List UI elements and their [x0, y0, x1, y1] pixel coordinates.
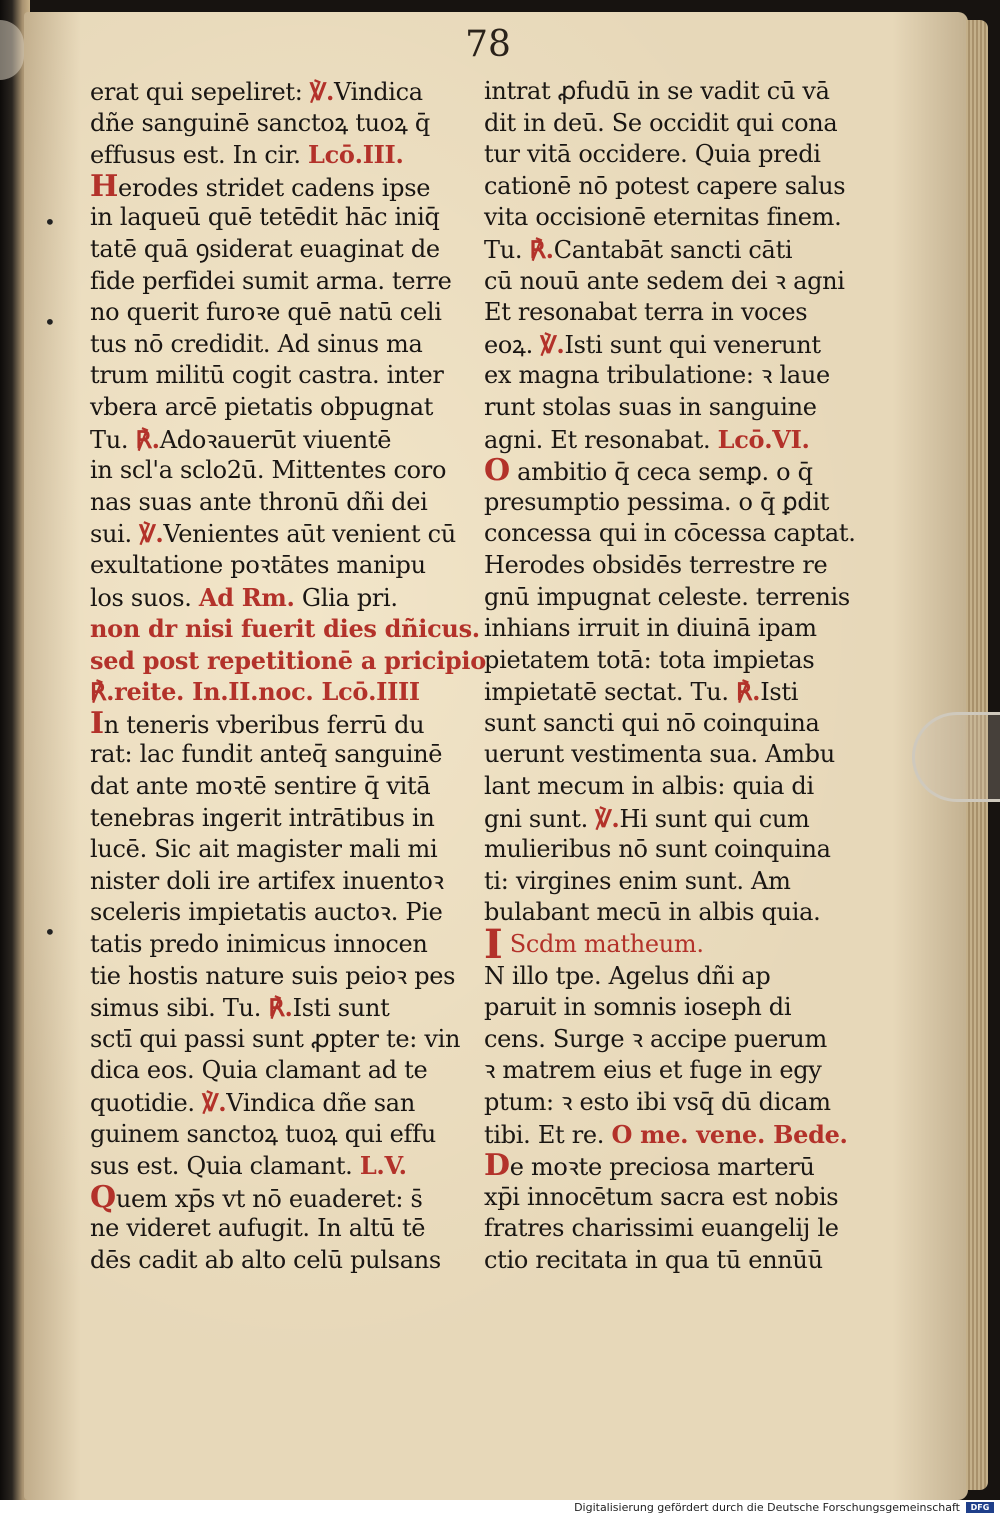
- footer-bar: [0, 1500, 1000, 1515]
- text-line: [90, 424, 470, 456]
- text-line: [484, 234, 860, 266]
- body-text: fratres charissimi euangelij le: [484, 1214, 839, 1243]
- body-text: nas suas ante thronū dñi dei: [90, 487, 428, 516]
- rubric-text: L.V.: [359, 1151, 407, 1181]
- text-line: [484, 329, 860, 361]
- body-text: N illo tpe. Agelus dñi ap: [484, 961, 771, 990]
- body-text: no querit furoꝛe quē natū celi: [90, 298, 442, 327]
- dfg-logo: DFG: [966, 1502, 994, 1513]
- body-text: uerunt vestimenta sua. Ambu: [484, 740, 835, 769]
- text-line: [484, 487, 860, 519]
- body-text: Vindica: [334, 78, 423, 106]
- body-text: erodes stridet cadens ipse: [118, 173, 431, 202]
- text-line: [90, 392, 470, 424]
- text-line: [90, 168, 470, 204]
- text-line: [484, 1213, 860, 1245]
- body-text: Adoꝛauerūt viuentē: [159, 425, 392, 454]
- body-text: Et resonabat terra in voces: [484, 298, 808, 327]
- body-text: exultatione poꝛtātes manipu: [90, 550, 426, 579]
- body-text: rat: lac fundit anteq̄ sanguinē: [90, 740, 443, 769]
- body-text: dat ante moꝛtē sentire q̄ vitā: [90, 772, 431, 801]
- body-text: runt stolas suas in sanguine: [484, 392, 817, 421]
- body-text: effusus est. In cir.: [90, 141, 309, 170]
- body-text: quotidie.: [90, 1089, 203, 1117]
- body-text: ex magna tribulatione: ꝛ laue: [484, 361, 830, 390]
- body-text: los suos.: [90, 583, 199, 612]
- body-text: tibi. Et re.: [484, 1120, 612, 1149]
- rubric-text: ℣.: [139, 519, 164, 549]
- text-line: [484, 676, 860, 708]
- body-text: tatē quā ꝯsiderat euaginat de: [90, 234, 440, 263]
- rubric-text: non dr nisi fuerit dies dñicus.: [90, 614, 480, 644]
- text-line: [90, 108, 470, 140]
- rubric-text: Ad Rm.: [198, 582, 295, 612]
- body-text: lant mecum in albis: quia di: [484, 772, 814, 801]
- body-text: bulabant mecū in albis quia.: [484, 898, 821, 927]
- text-line: [90, 487, 470, 519]
- rubric-text: D: [484, 1148, 510, 1184]
- text-line: [90, 518, 470, 550]
- text-line: [90, 866, 470, 898]
- text-line: [90, 550, 470, 582]
- body-text: dñe sanguinē sanctoꝝ tuoꝝ q̄: [90, 108, 430, 137]
- text-line: [484, 739, 860, 771]
- body-text: Isti: [760, 678, 799, 707]
- rubric-text: Lcō.VI.: [717, 424, 810, 454]
- rubric-text: Lcō.III.: [308, 140, 404, 170]
- body-text: e moꝛte preciosa marterū: [509, 1153, 815, 1182]
- body-text: erat qui sepeliret:: [90, 78, 310, 106]
- body-text: cū nouū ante sedem dei ꝛ agni: [484, 266, 845, 295]
- margin-dot: •: [44, 310, 56, 334]
- body-text: Vindica dñe san: [226, 1089, 415, 1117]
- body-text: tus nō credidit. Ad sinus ma: [90, 329, 423, 358]
- text-line: [484, 424, 860, 456]
- rubric-text: ℣.: [540, 329, 565, 359]
- text-line: [484, 139, 860, 171]
- body-text: n teneris vberibus ferrū du: [103, 710, 425, 739]
- text-line: [484, 202, 860, 234]
- text-line: [90, 329, 470, 361]
- text-line: [484, 297, 860, 329]
- body-text: sui.: [90, 520, 140, 549]
- margin-dot: •: [44, 920, 56, 944]
- rubric-text: Q: [90, 1179, 116, 1215]
- right-text-column: [484, 76, 860, 1277]
- body-text: Glia pri.: [294, 583, 398, 612]
- text-line: [90, 234, 470, 266]
- text-line: [484, 518, 860, 550]
- text-line: [484, 921, 860, 969]
- body-text: ti: virgines enim sunt. Am: [484, 866, 791, 895]
- text-line: [90, 705, 470, 741]
- text-line: [90, 455, 470, 487]
- rubric-text: ℟.reite. In.II.noc. Lcō.IIII: [90, 677, 420, 707]
- rubric-text: O me. vene. Bede.: [611, 1119, 848, 1149]
- rubric-text: I: [90, 705, 104, 741]
- text-line: [484, 76, 860, 108]
- text-line: [484, 708, 860, 740]
- text-line: [90, 297, 470, 329]
- text-line: [90, 645, 486, 677]
- text-line: [484, 392, 860, 424]
- body-text: gni sunt.: [484, 804, 596, 833]
- body-text: Tu.: [90, 425, 136, 454]
- binding-thread: [0, 20, 24, 80]
- body-text: ambitio q̄ ceca semꝑ. o q̄: [509, 458, 813, 487]
- text-line: [90, 803, 470, 835]
- rubric-text: ℣.: [202, 1088, 227, 1117]
- left-text-column: [90, 76, 486, 1277]
- funding-notice: Digitalisierung gefördert durch die Deutsche Forschungsgemeinschaft: [574, 1501, 960, 1514]
- body-text: Isti sunt qui venerunt: [564, 330, 821, 359]
- body-text: nister doli ire artifex inuentoꝛ: [90, 866, 444, 895]
- rubric-text: ℣.: [309, 77, 335, 106]
- text-line: [484, 1182, 860, 1214]
- body-text: guinem sanctoꝝ tuoꝝ qui effu: [90, 1119, 436, 1148]
- text-line: [484, 834, 860, 866]
- text-line: [90, 582, 470, 614]
- text-line: [90, 1024, 470, 1056]
- page-number: 78: [465, 24, 511, 65]
- body-text: presumptio pessima. o q̄ ꝑdit: [484, 487, 830, 516]
- text-line: [90, 1087, 470, 1119]
- body-text: sctī qui passi sunt ꝓpter te: vin: [90, 1024, 461, 1053]
- body-text: sunt sancti qui nō coinquina: [484, 708, 820, 737]
- rubric-text: O: [484, 453, 510, 489]
- rubric-text: ℟.: [268, 993, 293, 1023]
- book-clasp: [912, 712, 1000, 802]
- body-text: tie hostis nature suis peioꝛ pes: [90, 961, 456, 990]
- text-line: [484, 1055, 860, 1087]
- text-line: [484, 613, 860, 645]
- body-text: Cantabāt sancti cāti: [553, 235, 793, 264]
- text-line: [90, 739, 470, 771]
- text-line: [90, 613, 480, 645]
- text-line: [90, 834, 470, 866]
- body-text: dica eos. Quia clamant ad te: [90, 1056, 428, 1085]
- rubric-text: I: [484, 921, 503, 969]
- text-line: [90, 771, 470, 803]
- body-text: agni. Et resonabat.: [484, 425, 718, 454]
- body-text: ctio recitata in qua tū ennūū: [484, 1245, 823, 1274]
- rubric-text: ℣.: [595, 803, 620, 833]
- body-text: concessa qui in cōcessa captat.: [484, 519, 856, 548]
- rubric-text: ℟.: [135, 424, 160, 454]
- text-line: [90, 1119, 470, 1151]
- rubric-text: H: [90, 168, 119, 204]
- text-line: [90, 202, 470, 234]
- rubric-text: ℟.: [529, 234, 554, 264]
- body-text: simus sibi. Tu.: [90, 994, 269, 1023]
- body-text: tatis predo inimicus innocen: [90, 930, 428, 959]
- text-line: [90, 929, 470, 961]
- text-line: [90, 139, 470, 171]
- text-line: [484, 1024, 860, 1056]
- body-text: xp̄i innocētum sacra est nobis: [484, 1182, 839, 1211]
- margin-marks: [34, 100, 74, 1200]
- body-text: lucē. Sic ait magister mali mi: [90, 835, 438, 864]
- body-text: cationē nō potest capere salus: [484, 171, 846, 200]
- text-line: [90, 1055, 470, 1087]
- rubric-text: sed post repetitionē a pricipio: [90, 645, 486, 675]
- text-line: [484, 771, 860, 803]
- text-line: [90, 897, 470, 929]
- text-line: [90, 676, 470, 708]
- body-text: vbera arcē pietatis obpugnat: [90, 392, 434, 421]
- body-text: eoꝝ.: [484, 330, 541, 359]
- body-text: mulieribus nō sunt coinquina: [484, 835, 831, 864]
- rubric-text: Scdm matheum.: [502, 930, 704, 959]
- body-text: tur vitā occidere. Quia predi: [484, 140, 821, 169]
- body-text: Venientes aūt venient cū: [163, 520, 456, 549]
- text-line: [484, 455, 860, 487]
- text-line: [90, 992, 470, 1024]
- body-text: ꝛ matrem eius et fuge in egy: [484, 1056, 822, 1085]
- margin-dot: •: [44, 210, 56, 234]
- text-line: [484, 582, 860, 614]
- text-line: [484, 360, 860, 392]
- body-text: gnū impugnat celeste. terrenis: [484, 582, 850, 611]
- text-line: [484, 1087, 860, 1119]
- body-text: Tu.: [484, 235, 530, 264]
- text-line: [484, 992, 860, 1024]
- text-line: [90, 266, 470, 298]
- body-text: sceleris impietatis auctoꝛ. Pie: [90, 898, 443, 927]
- body-text: sus est. Quia clamant.: [90, 1152, 360, 1181]
- text-line: [484, 961, 860, 993]
- text-line: [90, 1150, 470, 1182]
- body-text: Hi sunt qui cum: [619, 804, 810, 833]
- text-line: [484, 1150, 860, 1182]
- body-text: uem xp̄s vt nō euaderet: s̄: [115, 1184, 423, 1213]
- text-line: [484, 171, 860, 203]
- body-text: trum militū cogit castra. inter: [90, 361, 444, 390]
- text-line: [484, 1245, 860, 1277]
- text-line: [90, 360, 470, 392]
- text-line: [90, 76, 470, 108]
- text-line: [90, 961, 470, 993]
- text-line: [484, 803, 860, 835]
- text-line: [90, 1179, 470, 1215]
- body-text: tenebras ingerit intrātibus in: [90, 803, 435, 832]
- body-text: ptum: ꝛ esto ibi vsq̄ dū dicam: [484, 1088, 831, 1116]
- text-line: [484, 266, 860, 298]
- body-text: pietatem totā: tota impietas: [484, 645, 815, 674]
- text-line: [484, 897, 860, 929]
- text-line: [484, 866, 860, 898]
- body-text: ne videret aufugit. In altū tē: [90, 1214, 426, 1243]
- body-text: vita occisionē eternitas finem.: [484, 203, 842, 232]
- text-line: [90, 1245, 470, 1277]
- body-text: impietatē sectat. Tu.: [484, 678, 737, 707]
- body-text: Isti sunt: [292, 994, 390, 1023]
- rubric-text: ℟.: [736, 677, 761, 707]
- body-text: inhians irruit in diuinā ipam: [484, 614, 817, 643]
- text-line: [484, 1119, 860, 1151]
- text-line: [484, 550, 860, 582]
- body-text: cens. Surge ꝛ accipe puerum: [484, 1024, 827, 1053]
- body-text: fide perfidei sumit arma. terre: [90, 266, 452, 295]
- body-text: in laqueū quē tetēdit hāc iniq̄: [90, 203, 440, 232]
- body-text: paruit in somnis ioseph di: [484, 993, 792, 1022]
- text-line: [484, 645, 860, 677]
- text-line: [90, 1213, 470, 1245]
- body-text: dēs cadit ab alto celū pulsans: [90, 1245, 441, 1274]
- body-text: intrat ꝓfudū in se vadit cū vā: [484, 77, 830, 105]
- body-text: dit in deū. Se occidit qui cona: [484, 108, 838, 137]
- body-text: Herodes obsidēs terrestre re: [484, 550, 828, 579]
- body-text: in scl'a sclo2ū. Mittentes coro: [90, 456, 447, 485]
- text-line: [484, 108, 860, 140]
